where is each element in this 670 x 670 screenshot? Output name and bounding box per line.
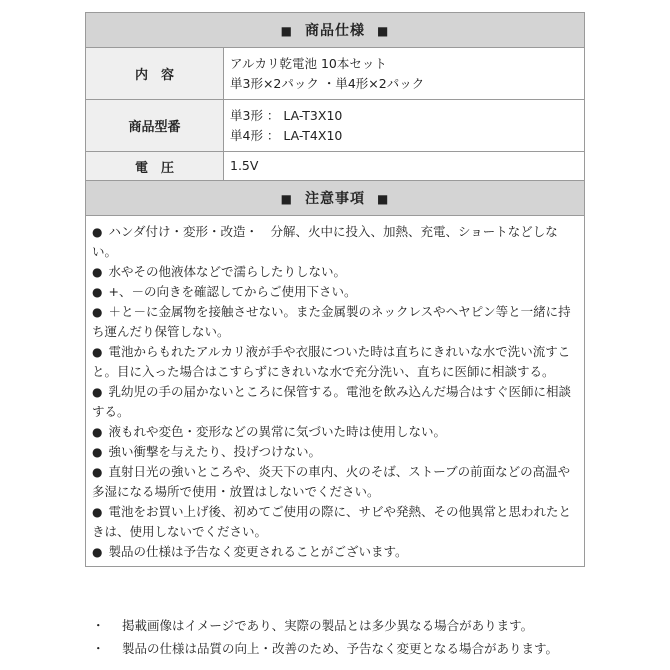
- bullet-icon: ●: [92, 345, 103, 359]
- note-item: [92, 442, 576, 462]
- header-square-left: ■: [280, 24, 293, 38]
- bullet-icon: ●: [92, 285, 103, 299]
- note-item: [92, 262, 576, 282]
- spec-row-voltage: [86, 152, 585, 181]
- note-text: 強い衝撃を与えたり、投げつけない。: [108, 444, 321, 459]
- spec-value-line: アルカリ乾電池 10本セット: [230, 55, 387, 71]
- bullet-icon: ●: [92, 385, 103, 399]
- bullet-icon: ●: [92, 225, 103, 239]
- note-item: [92, 302, 576, 342]
- note-item: [92, 542, 576, 562]
- bullet-icon: ●: [92, 465, 103, 479]
- note-item: [92, 382, 576, 422]
- note-item: [92, 502, 576, 542]
- spec-table: [85, 12, 585, 567]
- spec-row-model-number: [86, 100, 585, 152]
- bullet-icon: ●: [92, 505, 103, 519]
- footnote-bullet-icon: ・: [92, 618, 105, 633]
- spec-row-content: [86, 48, 585, 100]
- spec-value-model-number: [224, 100, 585, 152]
- spec-value-line: 単4形 ： LA-T4X10: [230, 127, 343, 143]
- note-text: ＋と－に金属物を接触させない。また金属製のネックレスやヘヤピン等と一緒に持ち運んだり保管しない。: [92, 304, 571, 339]
- footnote-text: 掲載画像はイメージであり、実際の製品とは多少異なる場合があります。: [122, 618, 534, 633]
- bullet-icon: ●: [92, 305, 103, 319]
- spec-label-voltage: 電 圧: [86, 152, 224, 181]
- notes-section-title: 注意事項: [305, 191, 365, 207]
- spec-value-content: [224, 48, 585, 100]
- bullet-icon: ●: [92, 425, 103, 439]
- bullet-icon: ●: [92, 545, 103, 559]
- header-square-left: ■: [280, 192, 293, 206]
- note-text: 水やその他液体などで濡らしたりしない。: [108, 264, 346, 279]
- note-item: [92, 462, 576, 502]
- spec-value-line: 単3形×2パック ・単4形×2パック: [230, 75, 425, 91]
- footnote-item: [92, 637, 652, 660]
- spec-value-line: 1.5V: [230, 158, 259, 173]
- spec-label-model-number: 商品型番: [86, 100, 224, 152]
- spec-section-title: 商品仕様: [305, 23, 365, 39]
- note-text: 製品の仕様は予告なく変更されることがございます。: [108, 544, 408, 559]
- note-text: 乳幼児の手の届かないところに保管する。電池を飲み込んだ場合はすぐ医師に相談する。: [92, 384, 571, 419]
- note-item: [92, 422, 576, 442]
- note-item: [92, 342, 576, 382]
- header-square-right: ■: [377, 192, 390, 206]
- footnote-bullet-icon: ・: [92, 641, 105, 656]
- note-text: 電池からもれたアルカリ液が手や衣服についた時は直ちにきれいな水で洗い流すこと。目に入った場合はこすらずにきれいな水で充分洗い、直ちに医師に相談する。: [92, 344, 571, 379]
- note-text: 電池をお買い上げ後、初めてご使用の際に、サビや発熱、その他異常と思われたときは、使用しないでください。: [92, 504, 571, 539]
- footnote-item: [92, 614, 652, 637]
- note-item: [92, 222, 576, 262]
- spec-value-voltage: [224, 152, 585, 181]
- footnote-text: 製品の仕様は品質の向上・改善のため、予告なく変更となる場合があります。: [122, 641, 559, 656]
- note-text: +、－の向きを確認してからご使用下さい。: [108, 284, 357, 299]
- header-square-right: ■: [377, 24, 390, 38]
- notes-list: [86, 216, 585, 567]
- note-text: ハンダ付け・変形・改造・ 分解、火中に投入、加熱、充電、ショートなどしない。: [92, 224, 558, 259]
- spec-value-line: 単3形 ： LA-T3X10: [230, 107, 343, 123]
- bullet-icon: ●: [92, 265, 103, 279]
- notes-section-header: [86, 181, 585, 216]
- footnotes: [92, 614, 652, 660]
- spec-label-content: 内 容: [86, 48, 224, 100]
- spec-section-header: [86, 13, 585, 48]
- bullet-icon: ●: [92, 445, 103, 459]
- note-item: [92, 282, 576, 302]
- note-text: 直射日光の強いところや、炎天下の車内、火のそば、ストーブの前面などの高温や多湿になる場所で使用・放置はしないでください。: [92, 464, 571, 499]
- note-text: 液もれや変色・変形などの異常に気づいた時は使用しない。: [108, 424, 446, 439]
